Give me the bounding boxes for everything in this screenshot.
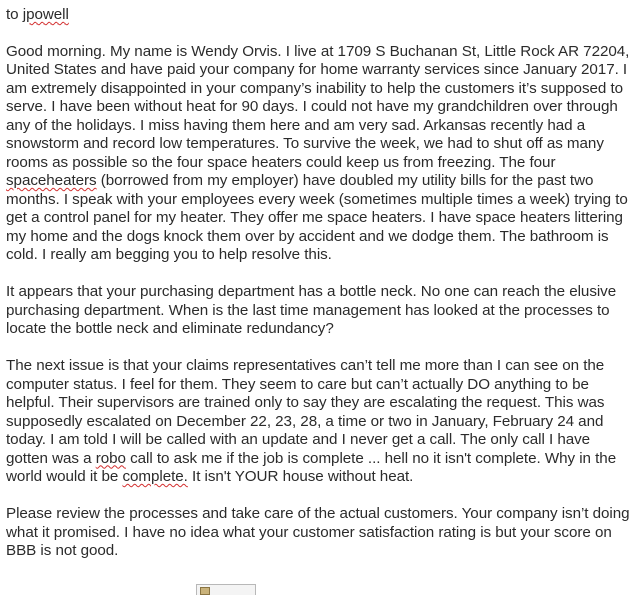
recipient-prefix: to [6,6,23,23]
email-paragraph [6,283,634,339]
email-paragraph [6,505,634,561]
misspelled-word: complete. [122,468,188,485]
paragraph-text: Good morning. My name is Wendy Orvis. I live at 1709 S Buchanan St, Little Rock AR 72204, United States and have paid your company for home warranty services since January 2017. I am extremely disappointed in your company’s inability to help the customers it’s supposed to serve. I have been without heat for 90 days. I could not have my grandchildren over through any of the holidays. I miss having them here and am very sad. Arkansas recently had a snowstorm and record low temperatures. To survive the week, we had to shut off as many rooms as possible so the four space heaters could keep us from freezing. The four [6,42,630,171]
paragraph-text: call to ask me if the job is complete ... hell no it isn't complete. Why in the world would it be [6,449,617,485]
paragraph-text: It appears that your purchasing department has a bottle neck. No one can reach the elusive purchasing department. When is the last time management has looked at the processes to locate the bottle neck and eliminate redundancy? [6,283,617,337]
paragraph-text: It isn't YOUR house without heat. [187,468,414,485]
misspelled-word: spaceheaters [6,172,97,189]
recipient-name[interactable]: jpowell [22,6,69,23]
email-paragraph [6,357,634,487]
recipient-line [6,6,634,25]
paragraph-text: Please review the processes and take care of the actual customers. Your company isn’t doing what it promised. I have no idea what your customer satisfaction rating is but your score on BBB is not good. [6,505,630,559]
paragraph-text: (borrowed from my employer) have doubled my utility bills for the past two months. I speak with your employees every week (sometimes multiple times a week) trying to get a control panel for my heater. They offer me space heaters. I have space heaters littering my home and the dogs knock them over by accident and we dodge them. The bathroom is cold. I really am begging you to help resolve this. [6,172,628,263]
misspelled-word: robo [95,449,126,467]
attachment-icon [200,587,210,595]
paragraph-text: The next issue is that your claims representatives can’t tell me more than I can see on the computer status. I feel for them. They seem to care but can’t actually DO anything to be helpful. Their supervisors are trained only to say they are escalating the request. This was supposedly escalated on December 22, 23, 28, a time or two in January, February 24 and today. I am told I will be called with an update and I never get a call. The only call I have gotten was a [6,357,605,467]
email-paragraphs [6,43,634,561]
email-body [6,6,634,579]
email-paragraph [6,43,634,265]
